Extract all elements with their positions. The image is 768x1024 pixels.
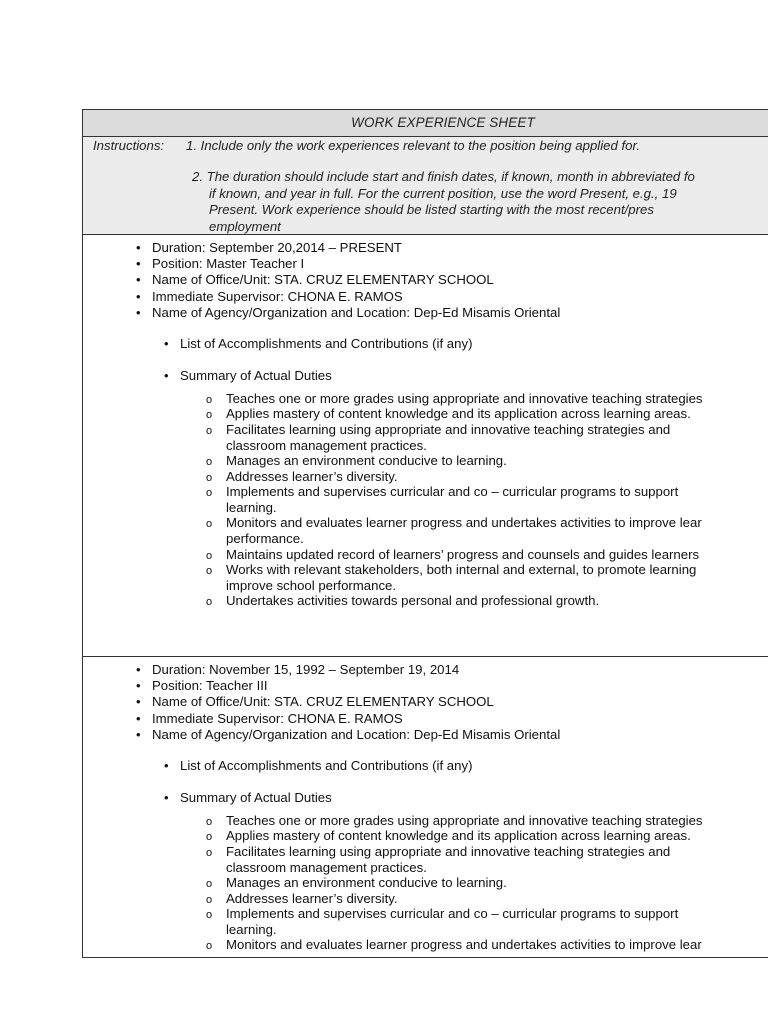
duty-text-line: classroom management practices. (226, 437, 427, 453)
office-line: • Name of Office/Unit: STA. CRUZ ELEMENTARY SCHOOL (152, 272, 494, 288)
duty-text-line: learning. (226, 922, 277, 938)
duty-text-line: Implements and supervises curricular and co – curricular programs to support (226, 906, 679, 922)
instruction-item-2-line: Present. Work experience should be listed starting with the most recent/pres (209, 202, 654, 217)
sheet-header (83, 110, 768, 137)
duty-text-line: Facilitates learning using appropriate and innovative teaching strategies and (226, 843, 671, 859)
work-experience-sheet (82, 109, 768, 958)
duty-text-line: Facilitates learning using appropriate and innovative teaching strategies and (226, 421, 671, 437)
instructions-label: Instructions: (93, 138, 165, 153)
instruction-item-2 (192, 169, 695, 235)
sheet-title: WORK EXPERIENCE SHEET (351, 115, 535, 130)
agency-line: • Name of Agency/Organization and Location: Dep-Ed Misamis Oriental (152, 727, 560, 743)
duration-line: • Duration: September 20,2014 – PRESENT (152, 240, 402, 256)
duty-text-line: Works with relevant stakeholders, both internal and external, to promote learning (226, 562, 697, 578)
duty-text-line: Maintains updated record of learners’ progress and counsels and guides learners (226, 546, 700, 562)
summary-heading: • Summary of Actual Duties (180, 790, 332, 806)
duty-item (206, 828, 691, 844)
circle-bullet-icon: o (206, 549, 213, 562)
circle-bullet-icon: o (206, 596, 213, 609)
circle-bullet-icon: o (206, 815, 213, 828)
accomplishments-line: • List of Accomplishments and Contributions (if any) (180, 758, 472, 774)
instruction-item-2-line: if known, and year in full. For the current position, use the word Present, e.g., 19 (209, 185, 677, 201)
circle-bullet-icon: o (206, 846, 213, 859)
circle-bullet-icon: o (206, 831, 213, 844)
circle-bullet-icon: o (206, 909, 213, 922)
duty-item (206, 937, 702, 953)
instruction-item-2-line: 2. The duration should include start and finish dates, if known, month in abbreviated fo (192, 169, 695, 184)
circle-bullet-icon: o (206, 893, 213, 906)
duty-item (206, 593, 600, 609)
duty-text-line: Teaches one or more grades using appropriate and innovative teaching strategies (226, 812, 703, 828)
duty-item (206, 843, 671, 876)
supervisor-line: • Immediate Supervisor: CHONA E. RAMOS (152, 289, 403, 305)
duty-item (206, 562, 697, 594)
duty-text-line: Monitors and evaluates learner progress and undertakes activities to improve lear (226, 937, 702, 953)
circle-bullet-icon: o (206, 393, 213, 406)
agency-line: • Name of Agency/Organization and Location: Dep-Ed Misamis Oriental (152, 305, 560, 321)
instruction-item-1: 1. Include only the work experiences relevant to the position being applied for. (186, 138, 641, 153)
duty-item (206, 812, 703, 829)
duty-item (206, 484, 679, 516)
duty-item (206, 874, 507, 891)
duty-item (206, 468, 398, 485)
duty-text-line: classroom management practices. (226, 859, 427, 875)
duty-text-line: Teaches one or more grades using appropriate and innovative teaching strategies (226, 390, 703, 406)
supervisor-line: • Immediate Supervisor: CHONA E. RAMOS (152, 711, 403, 727)
duty-text-line: Implements and supervises curricular and co – curricular programs to support (226, 484, 679, 500)
circle-bullet-icon: o (206, 487, 213, 500)
duty-text-line: Undertakes activities towards personal and professional growth. (226, 593, 600, 609)
duty-item (206, 452, 507, 469)
duty-text-line: Monitors and evaluates learner progress and undertakes activities to improve lear (226, 515, 702, 531)
duration-line: • Duration: November 15, 1992 – September 19, 2014 (152, 662, 459, 678)
duty-item (206, 421, 671, 454)
work-experience-entry (83, 657, 768, 958)
circle-bullet-icon: o (206, 455, 213, 468)
duty-text-line: Addresses learner’s diversity. (226, 890, 398, 906)
duty-text-line: Applies mastery of content knowledge and its application across learning areas. (226, 828, 691, 844)
duty-text-line: Manages an environment conducive to learning. (226, 452, 507, 468)
circle-bullet-icon: o (206, 518, 213, 531)
instruction-item-2-line: employment (209, 218, 281, 234)
position-line: • Position: Teacher III (152, 678, 268, 694)
office-line: • Name of Office/Unit: STA. CRUZ ELEMENTARY SCHOOL (152, 694, 494, 710)
duty-item (206, 406, 691, 422)
duty-text-line: learning. (226, 500, 277, 516)
duty-text-line: Applies mastery of content knowledge and its application across learning areas. (226, 406, 691, 422)
duty-item (206, 906, 679, 938)
duty-item (206, 890, 398, 907)
circle-bullet-icon: o (206, 409, 213, 422)
duty-text-line: performance. (226, 531, 304, 547)
work-experience-entry (83, 235, 768, 657)
circle-bullet-icon: o (206, 877, 213, 890)
circle-bullet-icon: o (206, 424, 213, 437)
circle-bullet-icon: o (206, 471, 213, 484)
duty-item (206, 390, 703, 407)
position-line: • Position: Master Teacher I (152, 256, 304, 272)
instructions-block (83, 137, 768, 235)
duty-item (206, 515, 702, 547)
summary-heading: • Summary of Actual Duties (180, 368, 332, 384)
duty-text-line: improve school performance. (226, 578, 397, 594)
circle-bullet-icon: o (206, 940, 213, 953)
circle-bullet-icon: o (206, 565, 213, 578)
accomplishments-line: • List of Accomplishments and Contributions (if any) (180, 336, 472, 352)
duty-text-line: Manages an environment conducive to learning. (226, 874, 507, 890)
duty-text-line: Addresses learner’s diversity. (226, 468, 398, 484)
duty-item (206, 546, 700, 563)
